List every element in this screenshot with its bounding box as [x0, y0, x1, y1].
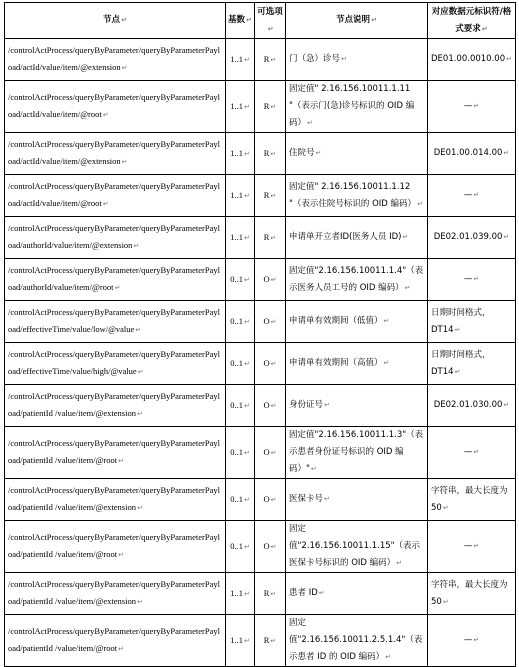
cell-optional: R↵	[255, 217, 286, 259]
cell-node: /controlActProcess/queryByParameter/queryByParameterPayload/effectiveTime/value/high/@value↵	[5, 343, 226, 385]
cell-standard: —↵	[428, 615, 516, 667]
table-row	[5, 615, 516, 667]
paragraph-mark-icon: ↵	[503, 233, 510, 241]
paragraph-mark-icon: ↵	[243, 448, 250, 457]
cell-description: 申请单开立者ID(医务人员 ID)↵	[286, 217, 428, 259]
table-row	[5, 479, 516, 521]
paragraph-mark-icon: ↵	[324, 495, 330, 503]
cell-description: 患者 ID↵	[286, 573, 428, 615]
cell-description: 固定值"2.16.156.10011.1.3"（表示患者身份证号标识的 OID 编码）"↵	[286, 427, 428, 479]
paragraph-mark-icon: ↵	[118, 551, 124, 559]
paragraph-mark-icon: ↵	[270, 102, 277, 111]
cell-standard: 日期时间格式，DT14↵	[428, 343, 516, 385]
spec-table	[4, 2, 516, 667]
paragraph-mark-icon: ↵	[270, 495, 277, 504]
cell-cardinality: 1..1↵	[226, 39, 255, 81]
header-cardinality: 基数↵	[226, 3, 255, 39]
paragraph-mark-icon: ↵	[102, 200, 109, 208]
cell-optional: O↵	[255, 385, 286, 427]
paragraph-mark-icon: ↵	[136, 504, 143, 512]
paragraph-mark-icon: ↵	[270, 359, 277, 368]
cell-standard: 日期时间格式，DT14↵	[428, 301, 516, 343]
cell-standard: —↵	[428, 259, 516, 301]
paragraph-mark-icon: ↵	[270, 636, 277, 645]
cell-node: /controlActProcess/queryByParameter/queryByParameterPayload/effectiveTime/value/low/@value↵	[5, 301, 226, 343]
cell-node: /controlActProcess/queryByParameter/queryByParameterPayload/actId/value/item/@extension↵	[5, 39, 226, 81]
paragraph-mark-icon: ↵	[473, 275, 480, 283]
paragraph-mark-icon: ↵	[270, 149, 277, 158]
cell-node: /controlActProcess/queryByParameter/queryByParameterPayload/patientId /value/item/@root↵	[5, 427, 226, 479]
paragraph-mark-icon: ↵	[383, 317, 390, 325]
cell-optional: O↵	[255, 343, 286, 385]
cell-cardinality: 0..1↵	[226, 385, 255, 427]
paragraph-mark-icon: ↵	[270, 448, 277, 457]
paragraph-mark-icon: ↵	[454, 367, 461, 376]
table-row	[5, 343, 516, 385]
paragraph-mark-icon: ↵	[118, 645, 124, 653]
cell-cardinality: 0..1↵	[226, 259, 255, 301]
cell-description: 身份证号↵	[286, 385, 428, 427]
paragraph-mark-icon: ↵	[243, 401, 250, 410]
paragraph-mark-icon: ↵	[102, 111, 109, 119]
table-row	[5, 301, 516, 343]
paragraph-mark-icon: ↵	[243, 149, 250, 158]
cell-standard: —↵	[428, 175, 516, 217]
table-row	[5, 385, 516, 427]
table-body	[5, 39, 516, 667]
cell-optional: O↵	[255, 259, 286, 301]
cell-description: 申请单有效期间（低值）↵	[286, 301, 428, 343]
paragraph-mark-icon: ↵	[243, 317, 250, 326]
paragraph-mark-icon: ↵	[270, 275, 277, 284]
cell-node: /controlActProcess/queryByParameter/queryByParameterPayload/patientId /value/item/@root↵	[5, 521, 226, 573]
paragraph-mark-icon: ↵	[270, 55, 277, 64]
cell-standard: —↵	[428, 81, 516, 133]
cell-node: /controlActProcess/queryByParameter/queryByParameterPayload/actId/value/item/@root↵	[5, 175, 226, 217]
paragraph-mark-icon: ↵	[315, 149, 322, 157]
cell-cardinality: 0..1↵	[226, 301, 255, 343]
paragraph-mark-icon: ↵	[270, 191, 277, 200]
paragraph-mark-icon: ↵	[396, 559, 403, 567]
paragraph-mark-icon: ↵	[417, 199, 423, 208]
cell-standard: DE02.01.030.00↵	[428, 385, 516, 427]
cell-cardinality: 1..1↵	[226, 133, 255, 175]
cell-node: /controlActProcess/queryByParameter/queryByParameterPayload/patientId /value/item/@extension↵	[5, 385, 226, 427]
paragraph-mark-icon: ↵	[324, 401, 330, 409]
cell-description: 申请单有效期间（高值）↵	[286, 343, 428, 385]
table-header	[5, 3, 516, 39]
table-row	[5, 573, 516, 615]
cell-standard: —↵	[428, 521, 516, 573]
cell-standard: 字符串，最大长度为 50↵	[428, 573, 516, 615]
cell-description: 医保卡号↵	[286, 479, 428, 521]
paragraph-mark-icon: ↵	[270, 542, 277, 551]
cell-cardinality: 1..1↵	[226, 175, 255, 217]
table-row	[5, 39, 516, 81]
table-row	[5, 217, 516, 259]
cell-standard: DE01.00.0010.00↵	[428, 39, 516, 81]
paragraph-mark-icon: ↵	[243, 275, 250, 284]
table-row	[5, 521, 516, 573]
paragraph-mark-icon: ↵	[503, 401, 510, 409]
cell-description: 固定值" 2.16.156.10011.1.11 "（表示门(急)诊号标识的 OID 编码）↵	[286, 81, 428, 133]
paragraph-mark-icon: ↵	[270, 233, 277, 242]
header-description: 节点说明↵	[286, 3, 428, 39]
paragraph-mark-icon: ↵	[243, 233, 250, 242]
paragraph-mark-icon: ↵	[243, 102, 250, 111]
cell-optional: O↵	[255, 479, 286, 521]
header-standard: 对应数据元标识符/格式要求↵	[428, 3, 516, 39]
cell-node: /controlActProcess/queryByParameter/queryByParameterPayload/actId/value/item/@root↵	[5, 81, 226, 133]
table-row	[5, 81, 516, 133]
paragraph-mark-icon: ↵	[136, 410, 143, 418]
paragraph-mark-icon: ↵	[137, 368, 144, 376]
cell-node: /controlActProcess/queryByParameter/queryByParameterPayload/authorId/value/item/@extension↵	[5, 217, 226, 259]
cell-cardinality: 1..1↵	[226, 615, 255, 667]
cell-optional: R↵	[255, 133, 286, 175]
paragraph-mark-icon: ↵	[114, 284, 121, 292]
table-row	[5, 175, 516, 217]
cell-cardinality: 0..1↵	[226, 343, 255, 385]
cell-node: /controlActProcess/queryByParameter/queryByParameterPayload/patientId /value/item/@extension↵	[5, 479, 226, 521]
cell-node: /controlActProcess/queryByParameter/queryByParameterPayload/patientId /value/item/@root↵	[5, 615, 226, 667]
paragraph-mark-icon: ↵	[473, 102, 480, 110]
paragraph-mark-icon: ↵	[135, 326, 142, 334]
cell-standard: DE02.01.039.00↵	[428, 217, 516, 259]
header-optional: 可选项↵	[255, 3, 286, 39]
paragraph-mark-icon: ↵	[307, 119, 313, 127]
cell-optional: O↵	[255, 301, 286, 343]
cell-cardinality: 1..1↵	[226, 573, 255, 615]
paragraph-mark-icon: ↵	[310, 465, 317, 473]
paragraph-mark-icon: ↵	[473, 636, 480, 644]
paragraph-mark-icon: ↵	[243, 542, 250, 551]
paragraph-mark-icon: ↵	[473, 191, 480, 199]
cell-cardinality: 1..1↵	[226, 81, 255, 133]
cell-optional: O↵	[255, 427, 286, 479]
paragraph-mark-icon: ↵	[442, 503, 449, 512]
cell-optional: R↵	[255, 573, 286, 615]
paragraph-mark-icon: ↵	[404, 283, 411, 292]
cell-optional: R↵	[255, 175, 286, 217]
cell-standard: 字符串，最大长度为 50↵	[428, 479, 516, 521]
paragraph-mark-icon: ↵	[133, 242, 140, 250]
table-row	[5, 427, 516, 479]
cell-optional: R↵	[255, 81, 286, 133]
paragraph-mark-icon: ↵	[383, 359, 390, 367]
paragraph-mark-icon: ↵	[402, 233, 409, 241]
paragraph-mark-icon: ↵	[270, 401, 277, 410]
cell-optional: O↵	[255, 521, 286, 573]
cell-description: 住院号↵	[286, 133, 428, 175]
paragraph-mark-icon: ↵	[473, 448, 480, 456]
paragraph-mark-icon: ↵	[243, 191, 250, 200]
cell-standard: DE01.00.014.00↵	[428, 133, 516, 175]
paragraph-mark-icon: ↵	[318, 589, 325, 597]
paragraph-mark-icon: ↵	[121, 158, 128, 166]
cell-node: /controlActProcess/queryByParameter/queryByParameterPayload/authorId/value/item/@root↵	[5, 259, 226, 301]
cell-description: 固定值"2.16.156.10011.1.15"（表示医保卡号标识的 OID 编码）↵	[286, 521, 428, 573]
header-row	[5, 3, 516, 39]
table-row	[5, 259, 516, 301]
paragraph-mark-icon: ↵	[243, 636, 250, 645]
paragraph-mark-icon: ↵	[473, 542, 480, 550]
paragraph-mark-icon: ↵	[454, 325, 461, 334]
cell-optional: R↵	[255, 39, 286, 81]
cell-standard: —↵	[428, 427, 516, 479]
paragraph-mark-icon: ↵	[243, 359, 250, 368]
paragraph-mark-icon: ↵	[121, 64, 128, 72]
paragraph-mark-icon: ↵	[136, 598, 143, 606]
paragraph-mark-icon: ↵	[243, 55, 250, 64]
paragraph-mark-icon: ↵	[385, 653, 391, 661]
paragraph-mark-icon: ↵	[503, 149, 510, 157]
paragraph-mark-icon: ↵	[506, 55, 512, 63]
cell-cardinality: 0..1↵	[226, 521, 255, 573]
cell-node: /controlActProcess/queryByParameter/queryByParameterPayload/actId/value/item/@extension↵	[5, 133, 226, 175]
paragraph-mark-icon: ↵	[270, 589, 277, 598]
cell-node: /controlActProcess/queryByParameter/queryByParameterPayload/patientId /value/item/@extension↵	[5, 573, 226, 615]
header-node: 节点↵	[5, 3, 226, 39]
cell-cardinality: 0..1↵	[226, 427, 255, 479]
cell-description: 固定值" 2.16.156.10011.1.12 "（表示住院号标识的 OID 编码）↵	[286, 175, 428, 217]
paragraph-mark-icon: ↵	[243, 495, 250, 504]
table-row	[5, 133, 516, 175]
cell-cardinality: 1..1↵	[226, 217, 255, 259]
paragraph-mark-icon: ↵	[270, 317, 277, 326]
paragraph-mark-icon: ↵	[243, 589, 250, 598]
cell-cardinality: 0..1↵	[226, 479, 255, 521]
paragraph-mark-icon: ↵	[341, 55, 347, 63]
cell-description: 门（急）诊号↵	[286, 39, 428, 81]
cell-description: 固定值"2.16.156.10011.2.5.1.4"（表示患者 ID 的 OID 编码）↵	[286, 615, 428, 667]
cell-description: 固定值"2.16.156.10011.1.4"（表示医务人员工号的 OID 编码）↵	[286, 259, 428, 301]
paragraph-mark-icon: ↵	[118, 457, 124, 465]
paragraph-mark-icon: ↵	[442, 597, 449, 606]
cell-optional: R↵	[255, 615, 286, 667]
